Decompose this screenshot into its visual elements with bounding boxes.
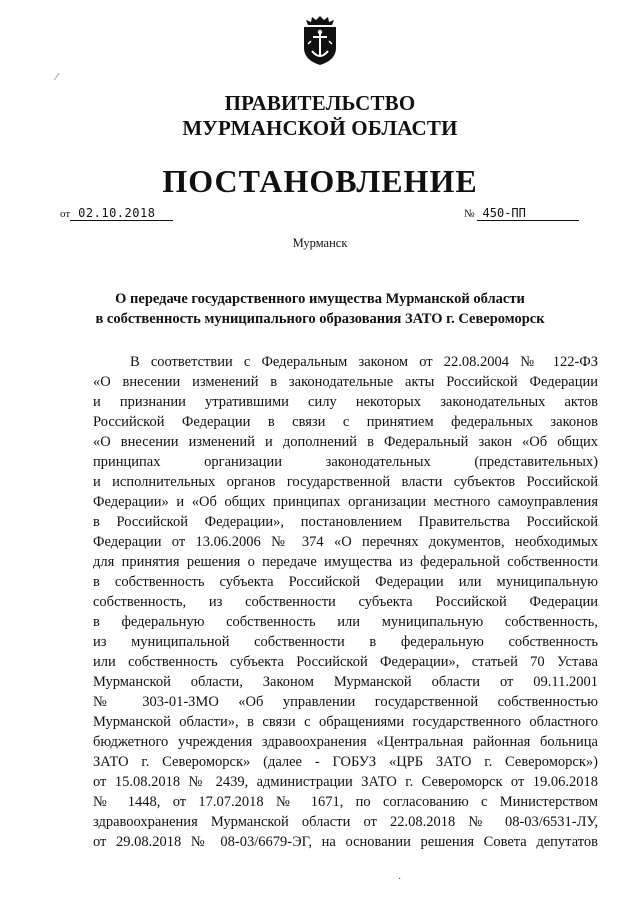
body-line: и исполнительных органов государственной власти субъектов Российской (93, 474, 598, 490)
body-line: в Российской Федерации», постановлением Правительства Российской (93, 514, 598, 530)
coat-of-arms-icon (301, 14, 339, 66)
body-line: из муниципальной собственности в федеральную собственность (93, 634, 598, 650)
subject-line: О передаче государственного имущества Мурманской области (115, 291, 525, 307)
date-prefix: от (60, 208, 71, 220)
body-line: Мурманской области», в связи с обращениями государственного областного (93, 714, 598, 730)
body-line: здравоохранения Мурманской области от 22.08.2018 № 08-03/6531-ЛУ, (93, 814, 598, 830)
body-line: Мурманской области, Законом Мурманской области от 09.11.2001 (93, 674, 598, 690)
body-line: собственность, из собственности субъекта Российской Федерации (93, 594, 598, 610)
body-line: «О внесении изменений в законодательные акты Российской Федерации (93, 374, 598, 390)
body-line: Российской Федерации в связи с принятием федеральных законов (93, 414, 598, 430)
body-line: от 29.08.2018 № 08-03/6679-ЭГ, на основании решения Совета депутатов (93, 834, 598, 850)
body-line: № 1448, от 17.07.2018 № 1671, по согласованию с Министерством (93, 794, 598, 810)
body-line: в собственность субъекта Российской Федерации или муниципальную (93, 574, 598, 590)
body-line: от 15.08.2018 № 2439, администрации ЗАТО г. Североморск от 19.06.2018 (93, 774, 598, 790)
body-line: Федерации» и «Об общих принципах организации местного самоуправления (93, 494, 598, 510)
body-line: или собственность субъекта Российской Федерации», статьей 70 Устава (93, 654, 598, 670)
government-title-line1: ПРАВИТЕЛЬСТВО (224, 91, 416, 115)
body-line: Федерации от 13.06.2006 № 374 «О перечнях документов, необходимых (93, 534, 598, 550)
body-line: «О внесении изменений и дополнений в Федеральный закон «Об общих (93, 434, 598, 450)
body-line: № 303-01-ЗМО «Об управлении государственной собственностью (93, 694, 598, 710)
scan-mark: ⁄ (56, 72, 58, 83)
government-title-line2: МУРМАНСКОЙ ОБЛАСТИ (182, 116, 458, 140)
body-line: бюджетного учреждения здравоохранения «Центральная районная больница (93, 734, 598, 750)
date-value: 02.10.2018 (70, 206, 173, 221)
body-line: в федеральную собственность или муниципальную собственность, (93, 614, 598, 630)
number-prefix: № (464, 208, 475, 220)
document-number (464, 206, 579, 221)
document-type-title: ПОСТАНОВЛЕНИЕ (162, 163, 478, 199)
body-line: В соответствии с Федеральным законом от 22.08.2004 № 122-ФЗ (130, 354, 598, 370)
city-name: Мурманск (292, 236, 348, 250)
document-subject (60, 289, 580, 329)
number-value: 450-ПП (477, 206, 579, 221)
body-line: для принятия решения о передаче имущества из федеральной собственности (93, 554, 598, 570)
subject-line: в собственность муниципального образования ЗАТО г. Североморск (95, 311, 545, 327)
body-line: ЗАТО г. Североморск» (далее - ГОБУЗ «ЦРБ ЗАТО г. Североморск») (93, 754, 598, 770)
scan-mark: · (398, 874, 402, 885)
document-date (60, 206, 173, 221)
body-line: и признании утратившими силу некоторых законодательных актов (93, 394, 598, 410)
body-line: принципах организации законодательных (представительных) (93, 454, 598, 470)
